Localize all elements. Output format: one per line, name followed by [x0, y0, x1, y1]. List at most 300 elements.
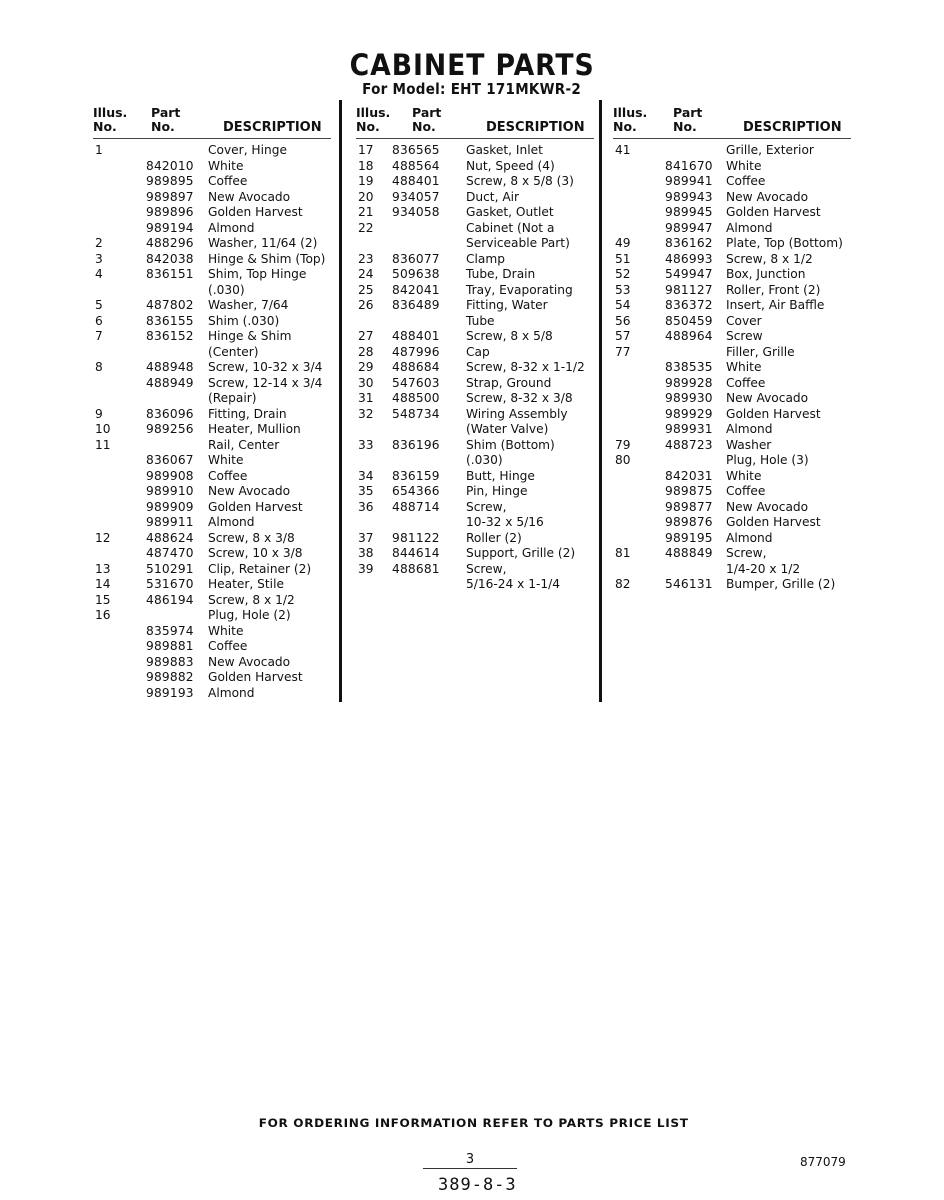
illus-number: 1	[95, 143, 103, 157]
parts-row	[613, 267, 851, 283]
parts-row	[613, 205, 851, 221]
illus-number: 15	[95, 592, 111, 607]
document-id: 877079	[800, 1155, 846, 1169]
parts-row	[93, 143, 331, 159]
part-number: 841670	[665, 158, 713, 173]
part-description: Shim, Top Hinge	[208, 267, 307, 281]
part-description: Fitting, Water	[466, 298, 548, 312]
illus-number: 32	[358, 406, 374, 421]
parts-row	[613, 500, 851, 516]
parts-row	[613, 283, 851, 299]
part-description: Screw, 8 x 5/8	[466, 329, 553, 343]
part-number: 844614	[392, 546, 440, 560]
illus-number: 17	[358, 143, 374, 157]
header-description: DESCRIPTION	[223, 120, 322, 135]
part-number: 488296	[146, 236, 194, 250]
part-description: Coffee	[208, 468, 248, 483]
part-description: Golden Harvest	[208, 499, 303, 514]
part-description: Almond	[208, 685, 255, 700]
part-number: 989947	[665, 220, 713, 235]
part-description: Plate, Top (Bottom)	[726, 236, 843, 250]
part-number: 989908	[146, 468, 194, 483]
part-number: 989931	[665, 422, 713, 436]
parts-row	[356, 283, 594, 299]
illus-number: 3	[95, 251, 103, 266]
part-description: (.030)	[208, 282, 245, 297]
parts-row	[93, 205, 331, 221]
header-illus-no: Illus. No.	[356, 105, 391, 134]
parts-row	[356, 438, 594, 454]
parts-row	[93, 624, 331, 640]
part-description: Grille, Exterior	[726, 143, 814, 157]
illus-number: 20	[358, 189, 374, 204]
part-number: 487470	[146, 546, 194, 560]
parts-row	[356, 422, 594, 438]
part-description: Clamp	[466, 251, 505, 266]
illus-number: 25	[358, 282, 374, 297]
part-description: New Avocado	[208, 189, 291, 204]
parts-row	[93, 422, 331, 438]
part-number: 989193	[146, 685, 194, 700]
part-description: Coffee	[208, 639, 248, 653]
parts-row	[93, 252, 331, 268]
illus-number: 24	[358, 267, 374, 281]
illus-number: 33	[358, 437, 374, 452]
illus-number: 5	[95, 298, 103, 312]
parts-row	[356, 500, 594, 516]
parts-row	[613, 391, 851, 407]
part-description: Almond	[208, 220, 255, 235]
parts-row	[356, 345, 594, 361]
part-number: 487802	[146, 298, 194, 312]
part-number: 842031	[665, 468, 713, 483]
part-description: Screw, 8 x 3/8	[208, 530, 295, 545]
parts-row	[93, 500, 331, 516]
part-number: 989929	[665, 406, 713, 421]
part-description: Almond	[726, 530, 773, 545]
parts-row	[356, 205, 594, 221]
parts-row	[356, 453, 594, 469]
parts-row	[613, 484, 851, 500]
parts-row	[93, 190, 331, 206]
column-divider	[339, 100, 342, 702]
part-number: 989930	[665, 391, 713, 405]
illus-number: 35	[358, 484, 374, 498]
part-description: New Avocado	[726, 391, 809, 405]
part-description: Duct, Air	[466, 189, 520, 204]
part-number: 488949	[146, 375, 194, 390]
part-number: 989195	[665, 530, 713, 545]
parts-row	[93, 469, 331, 485]
part-description: Golden Harvest	[208, 670, 303, 684]
part-description: White	[726, 158, 762, 173]
part-number: 510291	[146, 561, 194, 576]
part-description: Plug, Hole (2)	[208, 608, 291, 622]
part-number: 488681	[392, 561, 440, 576]
part-number: 989877	[665, 499, 713, 514]
illus-number: 38	[358, 546, 374, 560]
part-description: Almond	[726, 220, 773, 235]
part-description: Screw, 10 x 3/8	[208, 546, 303, 560]
part-number: 989256	[146, 422, 194, 436]
parts-row	[356, 360, 594, 376]
parts-row	[613, 314, 851, 330]
part-description: New Avocado	[726, 189, 809, 204]
parts-row	[613, 252, 851, 268]
part-description: Roller (2)	[466, 530, 522, 545]
part-description: Screw, 12-14 x 3/4	[208, 375, 323, 390]
parts-row	[356, 298, 594, 314]
part-description: White	[208, 623, 244, 638]
part-description: Golden Harvest	[208, 205, 303, 219]
part-description: White	[208, 158, 244, 173]
part-number: 488964	[665, 329, 713, 343]
part-number: 546131	[665, 577, 713, 591]
part-description: New Avocado	[208, 654, 291, 669]
part-number: 836096	[146, 406, 194, 421]
parts-column-1	[93, 104, 331, 701]
part-number: 488500	[392, 391, 440, 405]
parts-row	[93, 515, 331, 531]
parts-row	[613, 360, 851, 376]
part-number: 934057	[392, 189, 440, 204]
parts-row	[356, 314, 594, 330]
part-number: 836067	[146, 453, 194, 467]
parts-row	[356, 515, 594, 531]
header-description: DESCRIPTION	[743, 120, 842, 135]
column-header	[613, 104, 851, 139]
part-number: 989896	[146, 205, 194, 219]
parts-row	[93, 655, 331, 671]
parts-row	[613, 469, 851, 485]
illus-number: 31	[358, 391, 374, 405]
part-number: 488401	[392, 329, 440, 343]
part-number: 488624	[146, 530, 194, 545]
illus-number: 81	[615, 546, 631, 560]
parts-row	[93, 639, 331, 655]
part-number: 836162	[665, 236, 713, 250]
part-number: 842041	[392, 282, 440, 297]
illus-number: 77	[615, 344, 631, 359]
parts-row	[356, 376, 594, 392]
part-description: Rail, Center	[208, 437, 280, 452]
parts-row	[93, 329, 331, 345]
illus-number: 6	[95, 313, 103, 328]
part-number: 850459	[665, 313, 713, 328]
part-description: Washer, 7/64	[208, 298, 289, 312]
part-number: 989910	[146, 484, 194, 498]
part-description: Golden Harvest	[726, 515, 821, 529]
parts-row	[613, 577, 851, 593]
parts-row	[93, 267, 331, 283]
parts-row	[93, 391, 331, 407]
illus-number: 23	[358, 251, 374, 266]
part-description: Screw, 10-32 x 3/4	[208, 360, 323, 374]
column-header	[93, 104, 331, 139]
part-number: 488849	[665, 546, 713, 560]
parts-row	[93, 593, 331, 609]
part-description: Hinge & Shim (Top)	[208, 251, 326, 266]
parts-row	[613, 345, 851, 361]
part-description: Shim (.030)	[208, 313, 280, 328]
part-description: Coffee	[208, 174, 248, 188]
parts-row	[93, 546, 331, 562]
part-number: 488714	[392, 499, 440, 514]
parts-row	[613, 376, 851, 392]
part-description: Washer	[726, 437, 772, 452]
part-description: Coffee	[726, 484, 766, 498]
part-number: 989895	[146, 174, 194, 188]
part-number: 836155	[146, 313, 194, 328]
part-description: Roller, Front (2)	[726, 282, 821, 297]
part-description: (Water Valve)	[466, 422, 549, 436]
parts-row	[356, 577, 594, 593]
parts-row	[93, 360, 331, 376]
part-description: Almond	[726, 422, 773, 436]
illus-number: 41	[615, 143, 631, 157]
part-number: 989909	[146, 499, 194, 514]
part-number: 981122	[392, 530, 440, 545]
part-number: 838535	[665, 360, 713, 374]
part-number: 842010	[146, 158, 194, 173]
parts-row	[613, 143, 851, 159]
part-description: Gasket, Inlet	[466, 143, 543, 157]
illus-number: 57	[615, 329, 631, 343]
illus-number: 34	[358, 468, 374, 483]
parts-row	[93, 236, 331, 252]
part-description: Almond	[208, 515, 255, 529]
parts-row	[356, 329, 594, 345]
parts-row	[93, 670, 331, 686]
part-description: White	[726, 360, 762, 374]
illus-number: 9	[95, 406, 103, 421]
part-number: 836152	[146, 329, 194, 343]
illus-number: 53	[615, 282, 631, 297]
illus-number: 14	[95, 577, 111, 591]
part-description: Fitting, Drain	[208, 406, 287, 421]
part-description: Cap	[466, 344, 490, 359]
illus-number: 22	[358, 220, 374, 235]
part-description: Screw, 8-32 x 3/8	[466, 391, 573, 405]
part-number: 836565	[392, 143, 440, 157]
illus-number: 4	[95, 267, 103, 281]
part-description: Shim (Bottom)	[466, 437, 555, 452]
part-description: (Center)	[208, 344, 259, 359]
part-description: Cover	[726, 313, 762, 328]
part-description: Serviceable Part)	[466, 236, 570, 250]
illus-number: 28	[358, 344, 374, 359]
part-number: 989911	[146, 515, 194, 529]
part-number: 989945	[665, 205, 713, 219]
part-number: 836489	[392, 298, 440, 312]
model-subtitle: For Model: EHT 171MKWR-2	[362, 80, 582, 98]
part-description: Heater, Stile	[208, 577, 284, 591]
illus-number: 26	[358, 298, 374, 312]
parts-row	[613, 236, 851, 252]
part-number: 836196	[392, 437, 440, 452]
parts-row	[356, 221, 594, 237]
part-description: Golden Harvest	[726, 406, 821, 421]
part-description: Strap, Ground	[466, 375, 552, 390]
part-number: 989941	[665, 174, 713, 188]
part-number: 488948	[146, 360, 194, 374]
illus-number: 10	[95, 422, 111, 436]
parts-row	[356, 546, 594, 562]
part-description: Tube	[466, 313, 495, 328]
parts-list	[613, 139, 851, 593]
part-number: 989876	[665, 515, 713, 529]
parts-row	[356, 159, 594, 175]
parts-row	[356, 391, 594, 407]
header-description: DESCRIPTION	[486, 120, 585, 135]
part-number: 989875	[665, 484, 713, 498]
part-description: Screw,	[466, 499, 507, 514]
part-description: Hinge & Shim	[208, 329, 292, 343]
parts-row	[93, 453, 331, 469]
part-number: 488723	[665, 437, 713, 452]
part-number: 989928	[665, 375, 713, 390]
parts-row	[93, 174, 331, 190]
parts-row	[93, 484, 331, 500]
parts-row	[93, 345, 331, 361]
illus-number: 54	[615, 298, 631, 312]
parts-row	[613, 221, 851, 237]
header-illus-no: Illus. No.	[613, 105, 648, 134]
parts-column-2	[356, 104, 594, 593]
illus-number: 27	[358, 329, 374, 343]
illus-number: 36	[358, 499, 374, 514]
part-number: 842038	[146, 251, 194, 266]
parts-row	[93, 531, 331, 547]
part-description: Screw,	[466, 561, 507, 576]
column-divider	[599, 100, 602, 702]
header-part-no: Part No.	[412, 105, 442, 134]
parts-row	[93, 608, 331, 624]
part-description: Screw, 8 x 5/8 (3)	[466, 174, 574, 188]
parts-row	[356, 174, 594, 190]
part-description: Cover, Hinge	[208, 143, 287, 157]
parts-row	[613, 531, 851, 547]
ordering-note: FOR ORDERING INFORMATION REFER TO PARTS PRICE LIST	[259, 1116, 689, 1130]
parts-row	[356, 484, 594, 500]
illus-number: 39	[358, 561, 374, 576]
parts-row	[613, 298, 851, 314]
part-description: Screw	[726, 329, 763, 343]
parts-row	[93, 562, 331, 578]
parts-row	[93, 314, 331, 330]
parts-row	[93, 283, 331, 299]
part-description: Cabinet (Not a	[466, 220, 555, 235]
part-number: 488564	[392, 158, 440, 173]
part-number: 989897	[146, 189, 194, 204]
parts-row	[356, 252, 594, 268]
part-number: 989881	[146, 639, 194, 653]
part-number: 509638	[392, 267, 440, 281]
parts-row	[356, 531, 594, 547]
part-description: Clip, Retainer (2)	[208, 561, 312, 576]
part-description: White	[726, 468, 762, 483]
part-description: Screw, 8 x 1/2	[208, 592, 295, 607]
part-description: Tube, Drain	[466, 267, 536, 281]
part-description: New Avocado	[208, 484, 291, 498]
parts-row	[613, 438, 851, 454]
part-number: 989883	[146, 654, 194, 669]
part-number: 549947	[665, 267, 713, 281]
part-description: Golden Harvest	[726, 205, 821, 219]
parts-row	[613, 422, 851, 438]
parts-row	[356, 407, 594, 423]
part-description: Bumper, Grille (2)	[726, 577, 836, 591]
part-description: 10-32 x 5/16	[466, 515, 544, 529]
parts-row	[93, 438, 331, 454]
parts-row	[356, 236, 594, 252]
part-description: Tray, Evaporating	[466, 282, 573, 297]
illus-number: 8	[95, 360, 103, 374]
part-description: (.030)	[466, 453, 503, 467]
part-number: 989943	[665, 189, 713, 204]
illus-number: 13	[95, 561, 111, 576]
parts-row	[613, 190, 851, 206]
header-part-no: Part No.	[673, 105, 703, 134]
illus-number: 82	[615, 577, 631, 591]
part-description: Screw,	[726, 546, 767, 560]
part-description: Support, Grille (2)	[466, 546, 576, 560]
parts-row	[93, 221, 331, 237]
part-description: Screw, 8-32 x 1-1/2	[466, 360, 585, 374]
header-part-no: Part No.	[151, 105, 181, 134]
part-description: Nut, Speed (4)	[466, 158, 555, 173]
part-number: 547603	[392, 375, 440, 390]
part-description: Heater, Mullion	[208, 422, 301, 436]
parts-row	[613, 174, 851, 190]
part-number: 531670	[146, 577, 194, 591]
parts-row	[613, 159, 851, 175]
illus-number: 80	[615, 453, 631, 467]
parts-row	[93, 159, 331, 175]
part-description: 5/16-24 x 1-1/4	[466, 577, 561, 591]
part-number: 989194	[146, 220, 194, 235]
part-description: New Avocado	[726, 499, 809, 514]
parts-row	[613, 407, 851, 423]
header-illus-no: Illus. No.	[93, 105, 128, 134]
parts-column-3	[613, 104, 851, 593]
illus-number: 56	[615, 313, 631, 328]
part-number: 487996	[392, 344, 440, 359]
part-number: 486194	[146, 592, 194, 607]
part-description: (Repair)	[208, 391, 257, 405]
illus-number: 18	[358, 158, 374, 173]
parts-row	[613, 453, 851, 469]
parts-row	[356, 562, 594, 578]
column-header	[356, 104, 594, 139]
part-description: Wiring Assembly	[466, 406, 568, 421]
illus-number: 79	[615, 437, 631, 452]
part-number: 836372	[665, 298, 713, 312]
illus-number: 11	[95, 437, 111, 452]
part-description: 1/4-20 x 1/2	[726, 561, 801, 576]
illus-number: 12	[95, 530, 111, 545]
parts-row	[93, 298, 331, 314]
parts-row	[613, 515, 851, 531]
parts-row	[93, 577, 331, 593]
part-description: Screw, 8 x 1/2	[726, 251, 813, 266]
illus-number: 7	[95, 329, 103, 343]
illus-number: 19	[358, 174, 374, 188]
part-number: 934058	[392, 205, 440, 219]
page-title: CABINET PARTS	[349, 48, 595, 82]
illus-number: 29	[358, 360, 374, 374]
parts-row	[93, 407, 331, 423]
